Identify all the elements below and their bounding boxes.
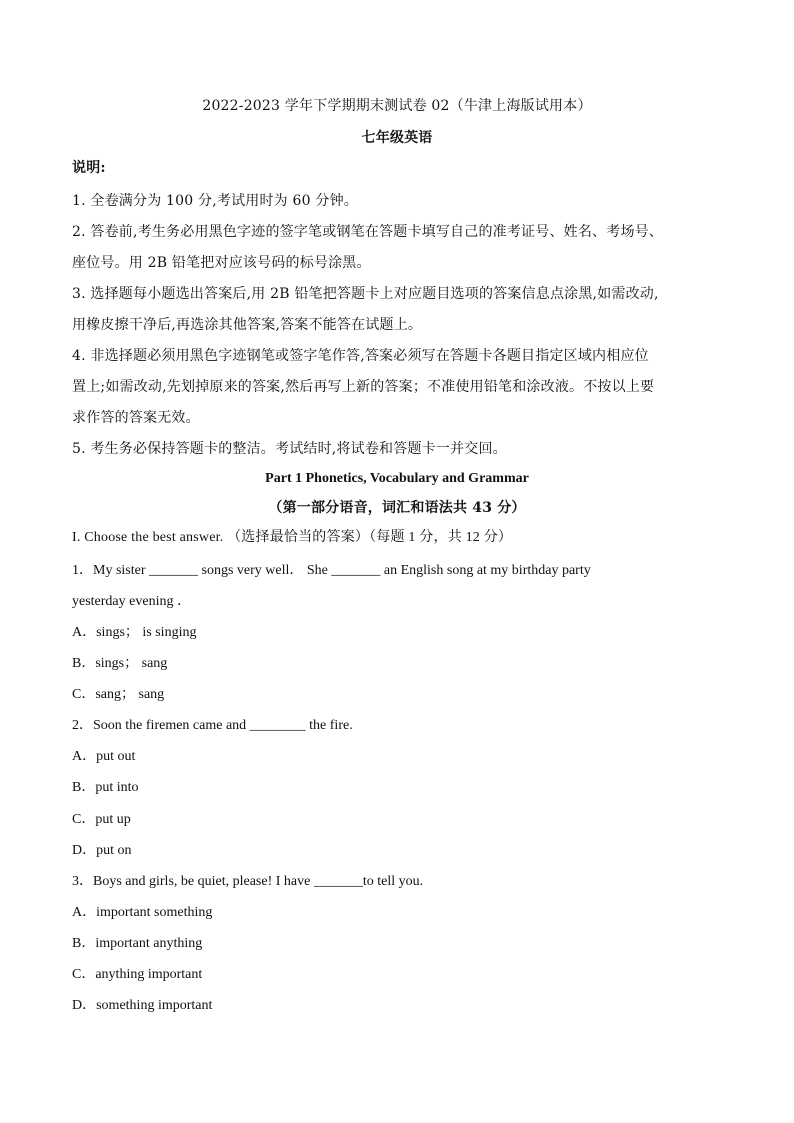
instruction-line: 座位号。用 2B 铅笔把对应该号码的标号涂黑。	[72, 255, 371, 271]
exam-subtitle: 七年级英语	[361, 130, 433, 146]
question-stem: 3．Boys and girls, be quiet, please! I have _______to tell you.	[72, 874, 424, 889]
question-stem: 2．Soon the firemen came and ________ the fire.	[72, 718, 353, 733]
answer-option: D．something important	[72, 998, 213, 1013]
answer-option: A．sings； is singing	[72, 625, 197, 640]
answer-option: C．anything important	[72, 967, 203, 982]
question-stem: yesterday evening ．	[72, 594, 191, 609]
exam-title: 2022-2023 学年下学期期末测试卷 02（牛津上海版试用本）	[202, 98, 592, 114]
instruction-line: 1. 全卷满分为 100 分,考试用时为 60 分钟。	[72, 193, 358, 209]
part-subtitle: （第一部分语音，词汇和语法共 43 分）	[268, 500, 526, 516]
instruction-line: 4. 非选择题必须用黑色字迹钢笔或签字笔作答,答案必须写在答题卡各题目指定区域内相应位	[72, 348, 649, 364]
answer-option: B．important anything	[72, 936, 203, 951]
answer-option: C．sang； sang	[72, 687, 165, 702]
part-title: Part 1 Phonetics, Vocabulary and Grammar	[265, 471, 529, 486]
instruction-line: 求作答的答案无效。	[72, 410, 200, 426]
answer-option: A．important something	[72, 905, 213, 920]
answer-option: C．put up	[72, 812, 131, 827]
instruction-line: 5. 考生务必保持答题卡的整洁。考试结时,将试卷和答题卡一并交回。	[72, 441, 507, 457]
answer-option: B．sings； sang	[72, 656, 168, 671]
instruction-line: 3. 选择题每小题选出答案后,用 2B 铅笔把答题卡上对应题目选项的答案信息点涂黑,如需改动,	[72, 286, 659, 302]
answer-option: B．put into	[72, 780, 139, 795]
answer-option: A．put out	[72, 749, 136, 764]
section-title: I. Choose the best answer. （选择最恰当的答案）（每题 1 分，共 12 分）	[72, 530, 513, 545]
instruction-line: 置上;如需改动,先划掉原来的答案,然后再写上新的答案；不准使用铅笔和涂改液。不按以上要	[72, 379, 655, 395]
instruction-line: 2. 答卷前,考生务必用黑色字迹的签字笔或钢笔在答题卡填写自己的准考证号、姓名、考场号、	[72, 224, 664, 240]
instruction-line: 用橡皮擦干净后,再选涂其他答案,答案不能答在试题上。	[72, 317, 423, 333]
instructions-label: 说明:	[72, 160, 106, 176]
question-stem: 1．My sister _______ songs very well． She _______ an English song at my birthday party	[72, 563, 591, 578]
answer-option: D．put on	[72, 843, 132, 858]
